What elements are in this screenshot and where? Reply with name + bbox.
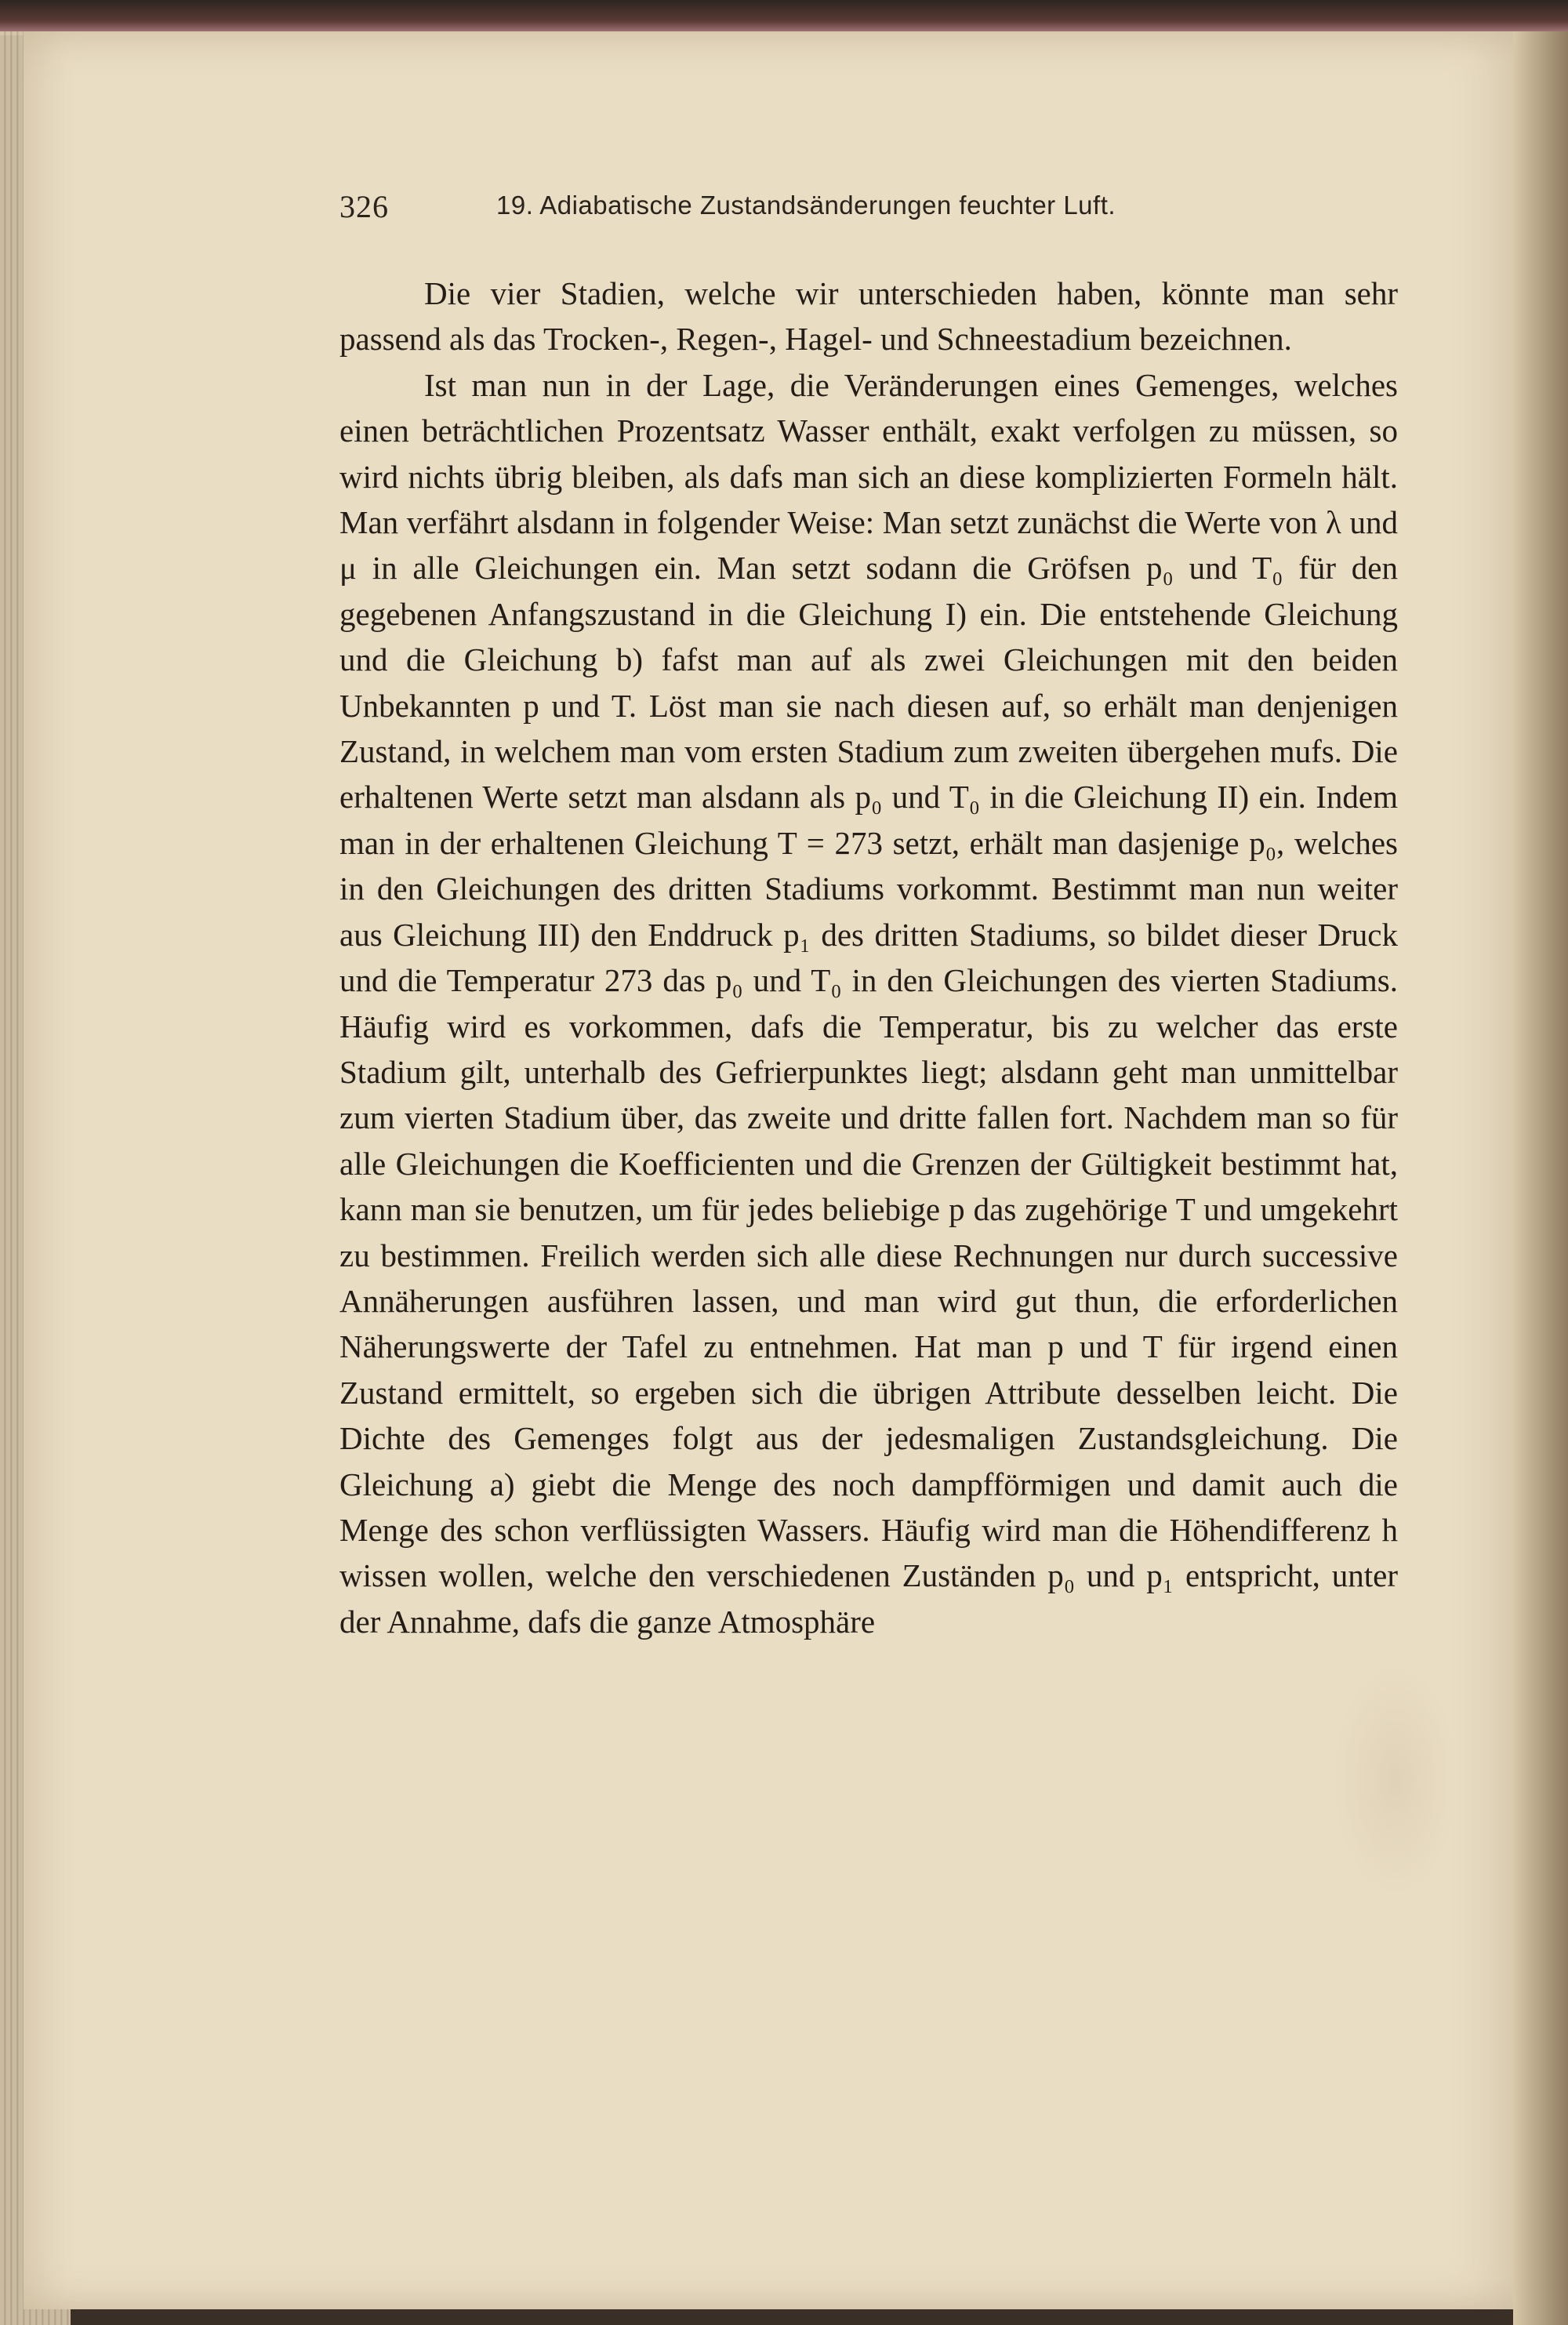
- paper-stain: [1333, 1662, 1458, 1898]
- book-right-edge: [1513, 31, 1568, 2325]
- page-header: [339, 188, 1398, 235]
- book-top-edge: [0, 0, 1568, 35]
- page-number: 326: [339, 189, 389, 224]
- paragraph-1: Die vier Stadien, welche wir unterschieden haben, könnte man sehr passend als das Trocken-, Regen-, Hagel- und Schneestadium bezeichnen.: [339, 275, 1398, 358]
- body-text: [339, 271, 1398, 1644]
- paragraph-2: Ist man nun in der Lage, die Veränderungen eines Gemenges, welches einen beträchtlichen Prozentsatz Wasser enthält, exakt verfolgen zu müssen, so wird nichts übrig bleiben, als dafs man sich an diese komplizierten Formeln hält. Man verfährt alsdann in folgender Weise: Man setzt zunächst die Werte von λ und μ in alle Gleichungen ein. Man setzt sodann die Gröfsen p₀ und T₀ für den gegebenen Anfangszustand in die Gleichung I) ein. Die entstehende Gleichung und die Gleichung b) fafst man auf als zwei Gleichungen mit den beiden Unbekannten p und T. Löst man sie nach diesen auf, so erhält man denjenigen Zustand, in welchem man vom ersten Stadium zum zweiten übergehen mufs. Die erhaltenen Werte setzt man alsdann als p₀ und T₀ in die Gleichung II) ein. Indem man in der erhaltenen Gleichung T = 273 setzt, erhält man dasjenige p₀, welches in den Gleichungen des dritten Stadiums vorkommt. Bestimmt man nun weiter aus Gleichung III) den Enddruck p₁ des dritten Stadiums, so bildet dieser Druck und die Temperatur 273 das p₀ und T₀ in den Gleichungen des vierten Stadiums. Häufig wird es vorkommen, dafs die Temperatur, bis zu welcher das erste Stadium gilt, unterhalb des Gefrierpunktes liegt; alsdann geht man unmittelbar zum vierten Stadium über, das zweite und dritte fallen fort. Nachdem man so für alle Gleichungen die Koefficienten und die Grenzen der Gültigkeit bestimmt hat, kann man sie benutzen, um für jedes beliebige p das zugehörige T und umgekehrt zu bestimmen. Freilich werden sich alle diese Rechnungen nur durch successive Annäherungen ausführen lassen, und man wird gut thun, die erforderlichen Näherungswerte der Tafel zu entnehmen. Hat man p und T für irgend einen Zustand ermittelt, so ergeben sich die übrigen Attribute desselben leicht. Die Dichte des Gemenges folgt aus der jedesmaligen Zustandsgleichung. Die Gleichung a) giebt die Menge des noch dampfförmigen und damit auch die Menge des schon verflüssigten Wassers. Häufig wird man die Höhendifferenz h wissen wollen, welche den verschiedenen Zuständen p₀ und p₁ entspricht, unter der Annahme, dafs die ganze Atmosphäre: [339, 366, 1398, 1640]
- running-head: 19. Adiabatische Zustandsänderungen feuchter Luft.: [496, 191, 1116, 220]
